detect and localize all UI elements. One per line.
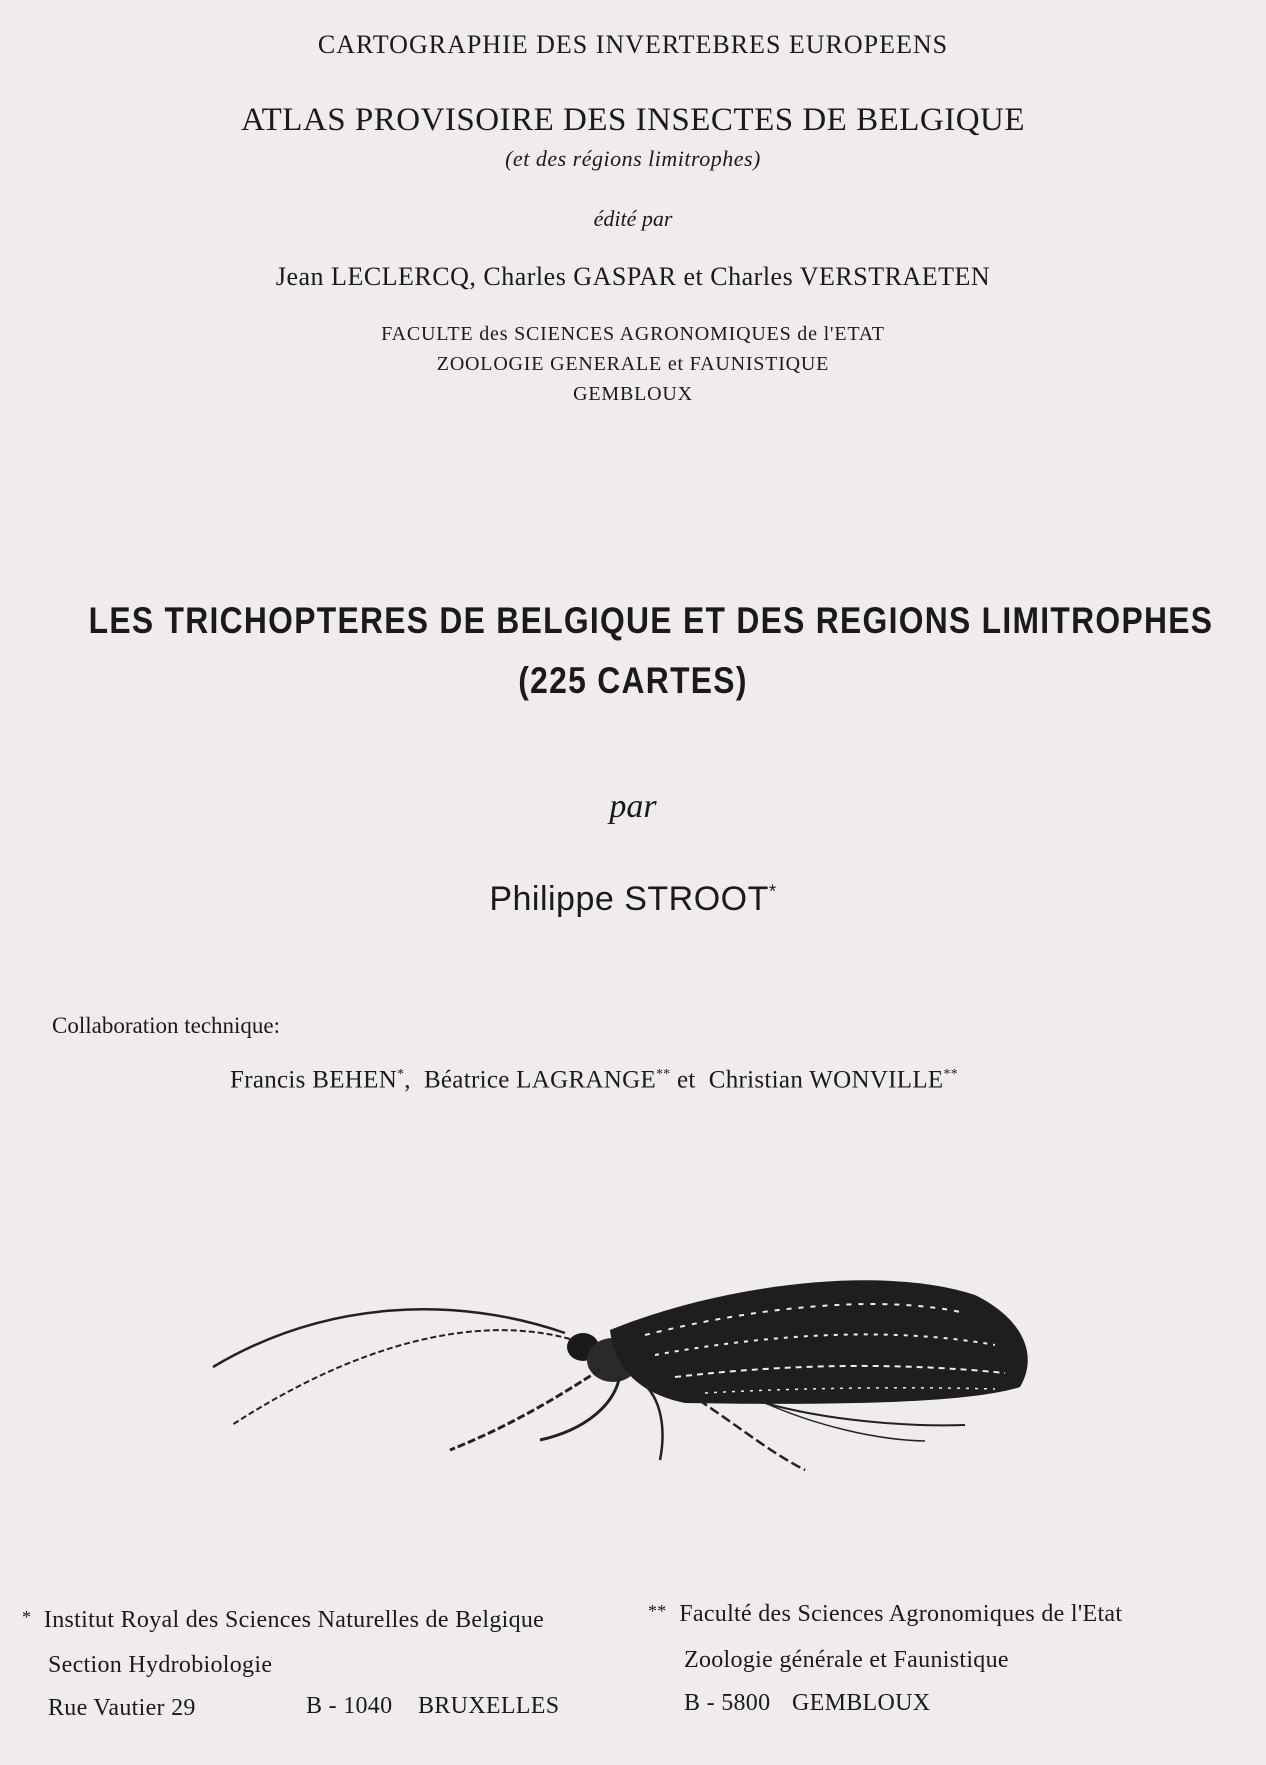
collaboration-label: Collaboration technique: — [52, 1013, 281, 1038]
faculty-line: ZOOLOGIE GENERALE et FAUNISTIQUE — [436, 353, 830, 375]
collaborator-conjunction: et — [676, 1066, 696, 1094]
collaborator-name: Francis BEHEN — [230, 1066, 398, 1094]
collaborator-name: Christian WONVILLE — [708, 1066, 944, 1094]
faculty-line: FACULTE des SCIENCES AGRONOMIQUES de l'ETAT — [381, 323, 885, 345]
institute-section: Section Hydrobiologie — [48, 1652, 273, 1678]
footer-right-marker: ** — [648, 1601, 667, 1621]
footer-right-line1 — [648, 1601, 1122, 1628]
faculty-department: Zoologie générale et Faunistique — [684, 1647, 1009, 1673]
editors: Jean LECLERCQ, Charles GASPAR et Charles VERSTRAETEN — [275, 262, 991, 291]
collaborator-separator: , — [404, 1066, 411, 1094]
collaborator-name: Béatrice LAGRANGE — [423, 1066, 657, 1094]
faculty-postcode: B - 5800 — [684, 1690, 771, 1716]
collaborator-mark: ** — [943, 1066, 958, 1081]
edited-by-label: édité par — [593, 206, 673, 231]
author-name: Philippe STROOT — [489, 880, 769, 918]
faculty-line: GEMBLOUX — [573, 383, 693, 405]
caddisfly-icon — [205, 1255, 1065, 1485]
collaborator-mark: ** — [656, 1066, 671, 1081]
institute-name: Institut Royal des Sciences Naturelles de Belgique — [43, 1607, 545, 1633]
institute-street: Rue Vautier 29 — [48, 1695, 196, 1721]
main-title: LES TRICHOPTERES DE BELGIQUE ET DES REGIONS LIMITROPHES — [88, 600, 1214, 641]
atlas-subtitle: (et des régions limitrophes) — [505, 146, 761, 171]
faculty-name: Faculté des Sciences Agronomiques de l'Etat — [679, 1601, 1123, 1627]
institute-postcode: B - 1040 — [306, 1693, 393, 1719]
author-mark: * — [768, 880, 777, 902]
author — [0, 880, 1266, 919]
series-title: CARTOGRAPHIE DES INVERTEBRES EUROPEENS — [317, 30, 949, 59]
faculty-city: GEMBLOUX — [792, 1690, 931, 1716]
collaborators — [230, 1066, 958, 1094]
main-title-subtitle: (225 CARTES) — [518, 660, 748, 701]
institute-city: BRUXELLES — [418, 1693, 560, 1719]
footer-left-line1 — [22, 1607, 544, 1634]
by-label: par — [609, 788, 657, 825]
collaborator-mark: * — [397, 1066, 405, 1081]
footer-left-marker: * — [22, 1607, 32, 1627]
atlas-title: ATLAS PROVISOIRE DES INSECTES DE BELGIQUE — [240, 102, 1026, 138]
